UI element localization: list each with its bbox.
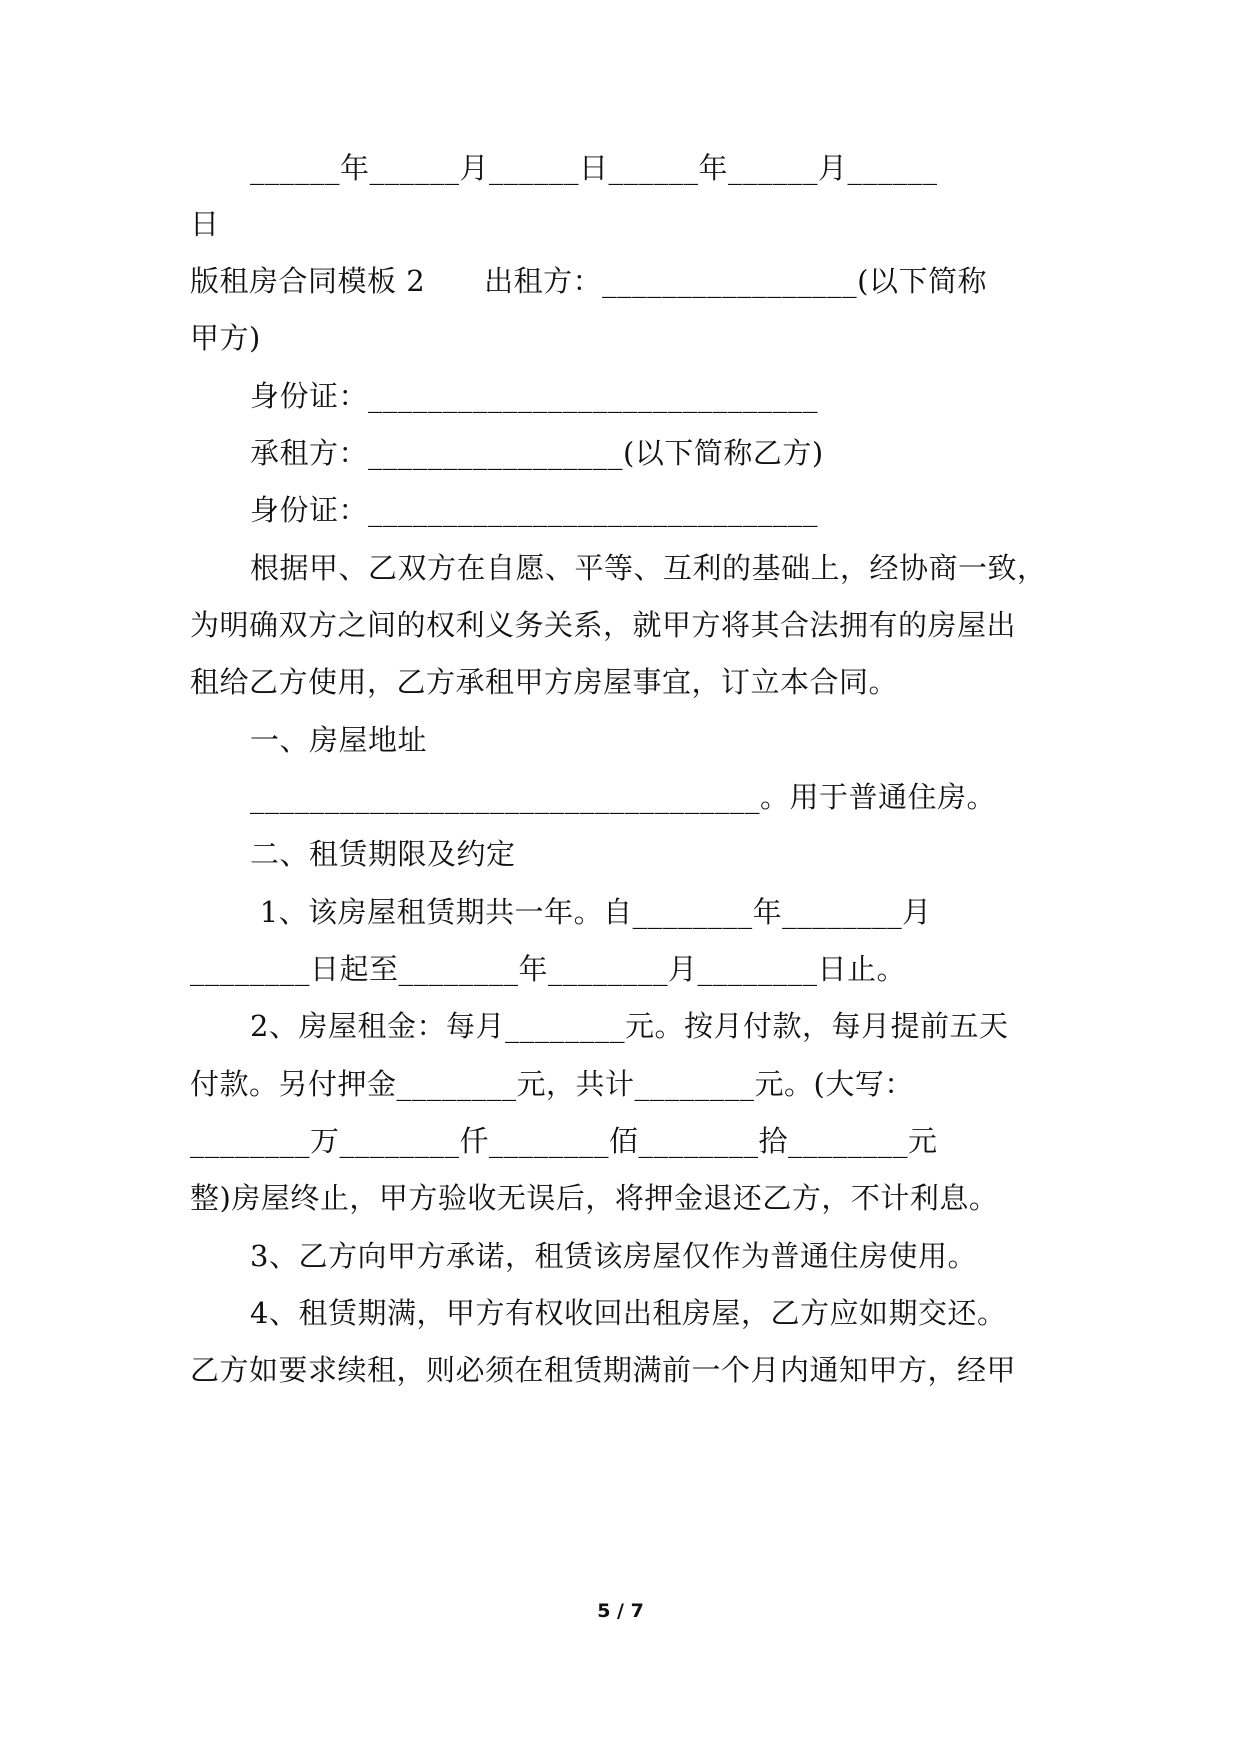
lessor-line: 版租房合同模板 2 出租方：_________________(以下简称	[190, 264, 987, 298]
clause-2-line-1: 2、房屋租金：每月________元。按月付款，每月提前五天	[250, 1009, 1009, 1043]
clause-3-line: 3、乙方向甲方承诺，租赁该房屋仅作为普通住房使用。	[250, 1239, 977, 1273]
clause-2-line-3: ________万________仟________佰________拾________元	[190, 1124, 938, 1158]
clause-1-line-1: 1、该房屋租赁期共一年。自________年________月	[250, 895, 932, 929]
preamble-paragraph-line-1: 根据甲、乙双方在自愿、平等、互利的基础上，经协商一致，	[250, 551, 1047, 585]
clause-1-line-2: ________日起至________年________月________日止。	[190, 952, 907, 986]
date-range-line: ______年______月______日______年______月______	[250, 151, 938, 185]
lessee-id-line: 身份证：______________________________	[250, 493, 819, 527]
preamble-paragraph-line-3: 租给乙方使用，乙方承租甲方房屋事宜，订立本合同。	[190, 665, 899, 699]
clause-2-line-4: 整)房屋终止，甲方验收无误后，将押金退还乙方，不计利息。	[190, 1181, 999, 1215]
section-2-heading: 二、租赁期限及约定	[250, 837, 516, 871]
clause-4-line-1: 4、租赁期满，甲方有权收回出租房屋，乙方应如期交还。	[250, 1296, 1007, 1330]
preamble-paragraph-line-2: 为明确双方之间的权利义务关系，就甲方将其合法拥有的房屋出	[190, 608, 1017, 642]
clause-4-line-2: 乙方如要求续租，则必须在租赁期满前一个月内通知甲方，经甲	[190, 1353, 1017, 1387]
lessee-line: 承租方：_________________(以下简称乙方)	[250, 436, 824, 470]
page-number: 5 / 7	[597, 1600, 644, 1622]
date-range-line-cont: 日	[190, 207, 220, 241]
section-1-heading: 一、房屋地址	[250, 723, 428, 757]
lessor-id-line: 身份证：______________________________	[250, 379, 819, 413]
address-line: __________________________________。用于普通住房。	[250, 780, 997, 814]
lessor-line-cont: 甲方)	[190, 321, 261, 355]
clause-2-line-2: 付款。另付押金________元，共计________元。(大写：	[190, 1067, 914, 1101]
